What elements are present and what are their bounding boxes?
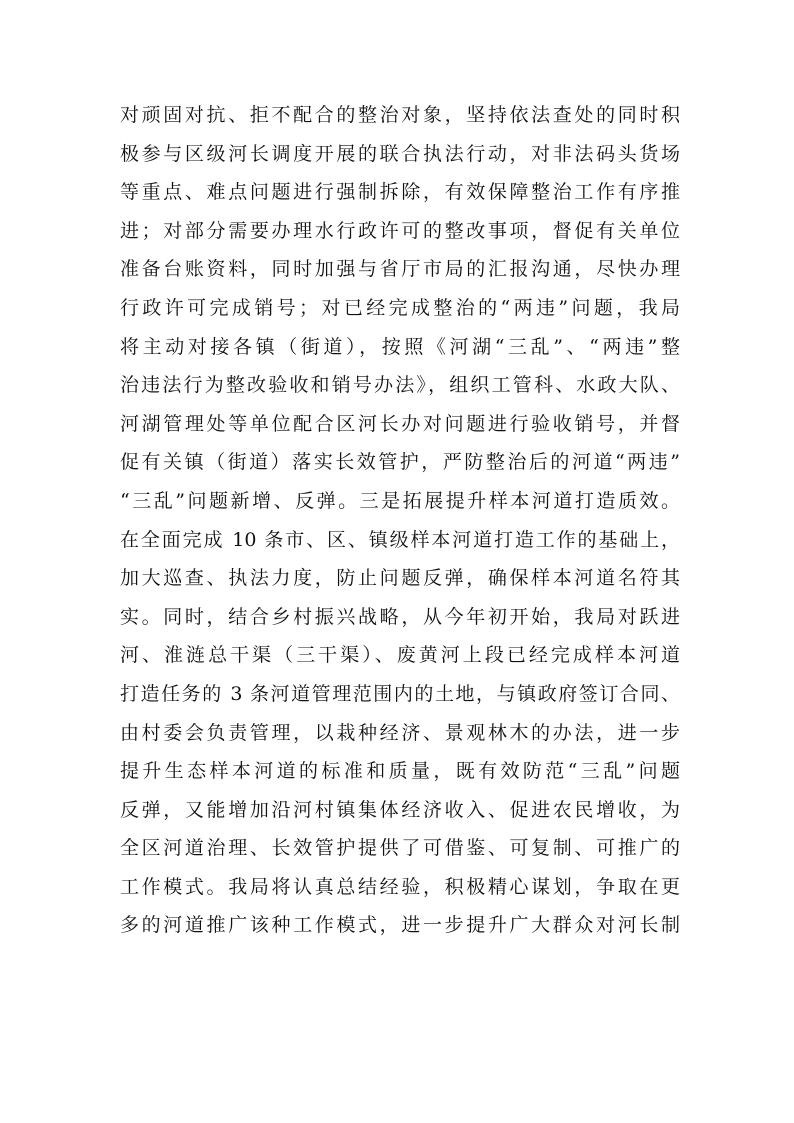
text-line: 实。同时，结合乡村振兴战略，从今年初开始，我局对跃进: [120, 605, 680, 628]
text-line: 极参与区级河长调度开展的联合执法行动，对非法码头货场: [120, 142, 680, 165]
text-line: 在全面完成 10 条市、区、镇级样本河道打造工作的基础上，: [120, 528, 680, 551]
text-line: 由村委会负责管理，以栽种经济、景观林木的办法，进一步: [120, 721, 680, 744]
text-line: 等重点、难点问题进行强制拆除，有效保障整治工作有序推: [120, 181, 680, 204]
text-line: 河湖管理处等单位配合区河长办对问题进行验收销号，并督: [120, 412, 680, 435]
text-line: 打造任务的 3 条河道管理范围内的土地，与镇政府签订合同、: [120, 682, 680, 705]
text-line: 河、淮涟总干渠（三干渠）、废黄河上段已经完成样本河道: [120, 644, 680, 667]
text-line: 治违法行为整改验收和销号办法》，组织工管科、水政大队、: [120, 374, 680, 397]
text-line: 全区河道治理、长效管护提供了可借鉴、可复制、可推广的: [120, 837, 680, 860]
text-line: 多的河道推广该种工作模式，进一步提升广大群众对河长制: [120, 914, 680, 937]
body-paragraph: [120, 96, 680, 945]
text-line: “三乱”问题新增、反弹。三是拓展提升样本河道打造质效。: [120, 489, 680, 512]
text-line: 提升生态样本河道的标准和质量，既有效防范“三乱”问题: [120, 760, 680, 783]
text-line: 进；对部分需要办理水行政许可的整改事项，督促有关单位: [120, 219, 680, 242]
text-line: 促有关镇（街道）落实长效管护，严防整治后的河道“两违”: [120, 451, 680, 474]
text-line: 将主动对接各镇（街道），按照《河湖“三乱”、“两违”整: [120, 335, 680, 358]
text-line: 准备台账资料，同时加强与省厅市局的汇报沟通，尽快办理: [120, 258, 680, 281]
text-line: 行政许可完成销号；对已经完成整治的“两违”问题，我局: [120, 296, 680, 319]
text-line: 对顽固对抗、拒不配合的整治对象，坚持依法查处的同时积: [120, 104, 680, 126]
text-line: 反弹，又能增加沿河村镇集体经济收入、促进农民增收，为: [120, 798, 680, 821]
text-line: 工作模式。我局将认真总结经验，积极精心谋划，争取在更: [120, 875, 680, 898]
text-line: 加大巡查、执法力度，防止问题反弹，确保样本河道名符其: [120, 567, 680, 590]
